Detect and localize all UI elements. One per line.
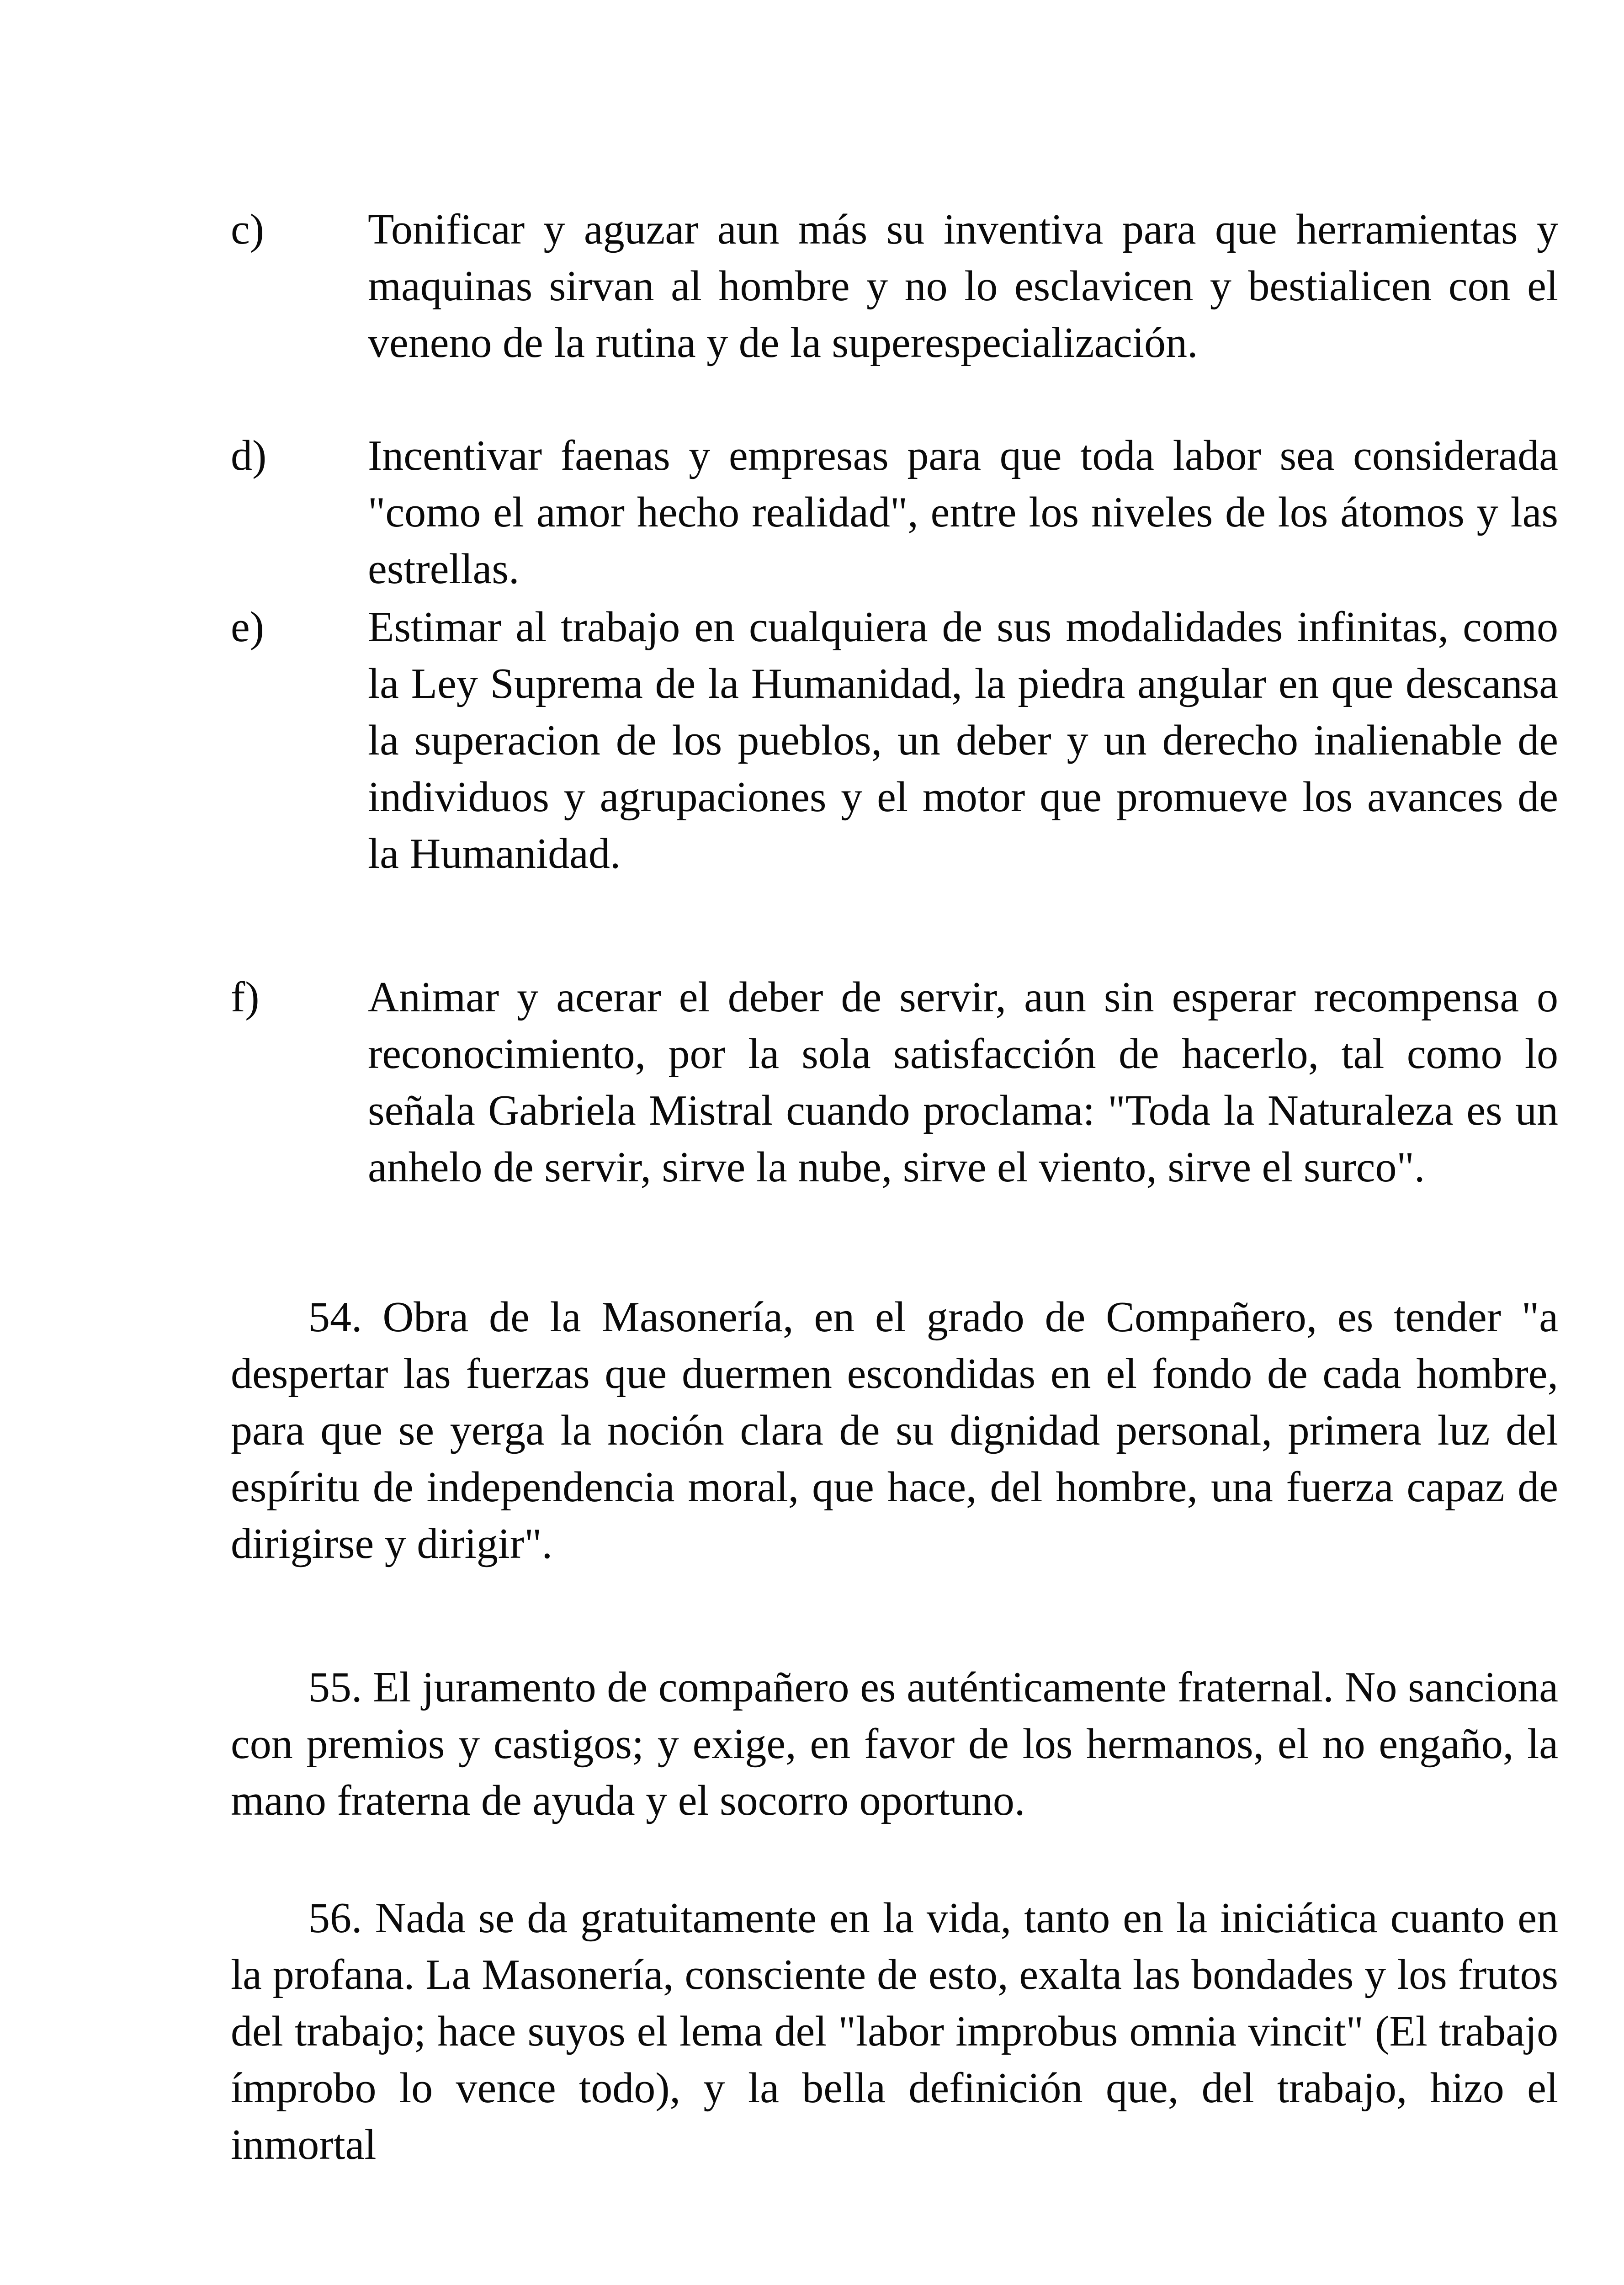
list-item-f: [231, 969, 1558, 1196]
paragraph-56: 56. Nada se da gratuitamente en la vida, tanto en la iniciática cuanto en la profana. La Masonería, consciente de esto, exalta las bondades y los frutos del trabajo; hace suyos el lema del "labor improbus omnia vincit" (El trabajo ímprobo lo vence todo), y la bella definición que, del trabajo, hizo el inmortal: [231, 1894, 1558, 2168]
list-item-text: Tonificar y aguzar aun más su inventiva para que herramientas y maquinas sirvan al hombre y no lo esclavicen y bestialicen con el veneno de la rutina y de la superespecialización.: [368, 206, 1558, 367]
paragraph-55: 55. El juramento de compañero es auténticamente fraternal. No sanciona con premios y castigos; y exige, en favor de los hermanos, el no engaño, la mano fraterna de ayuda y el socorro oportuno.: [231, 1663, 1558, 1824]
list-marker: d): [231, 432, 267, 479]
list-item-text: Animar y acerar el deber de servir, aun sin esperar recompensa o reconocimiento, por la sola satisfacción de hacerlo, tal como lo señala Gabriela Mistral cuando proclama: "Toda la Naturaleza es un anhelo de servir, sirve la nube, sirve el viento, sirve el surco".: [368, 973, 1558, 1191]
list-marker: c): [231, 206, 265, 253]
paragraph-54: 54. Obra de la Masonería, en el grado de Compañero, es tender "a despertar las fuerzas que duermen escondidas en el fondo de cada hombre, para que se yerga la noción clara de su dignidad personal, primera luz del espíritu de independencia moral, que hace, del hombre, una fuerza capaz de dirigirse y dirigir".: [231, 1293, 1558, 1568]
list-item-c: [231, 201, 1558, 371]
list-item-text: Estimar al trabajo en cualquiera de sus modalidades infinitas, como la Ley Suprema de la Humanidad, la piedra angular en que descansa la superacion de los pueblos, un deber y un derecho inalienable de individuos y agrupaciones y el motor que promueve los avances de la Humanidad.: [368, 603, 1558, 877]
list-marker: f): [231, 973, 260, 1021]
list-item-text: Incentivar faenas y empresas para que toda labor sea considerada "como el amor hecho realidad", entre los niveles de los átomos y las estrellas.: [368, 432, 1558, 593]
list-item-e: [231, 599, 1558, 882]
list-item-d: [231, 427, 1558, 597]
list-marker: e): [231, 603, 265, 651]
